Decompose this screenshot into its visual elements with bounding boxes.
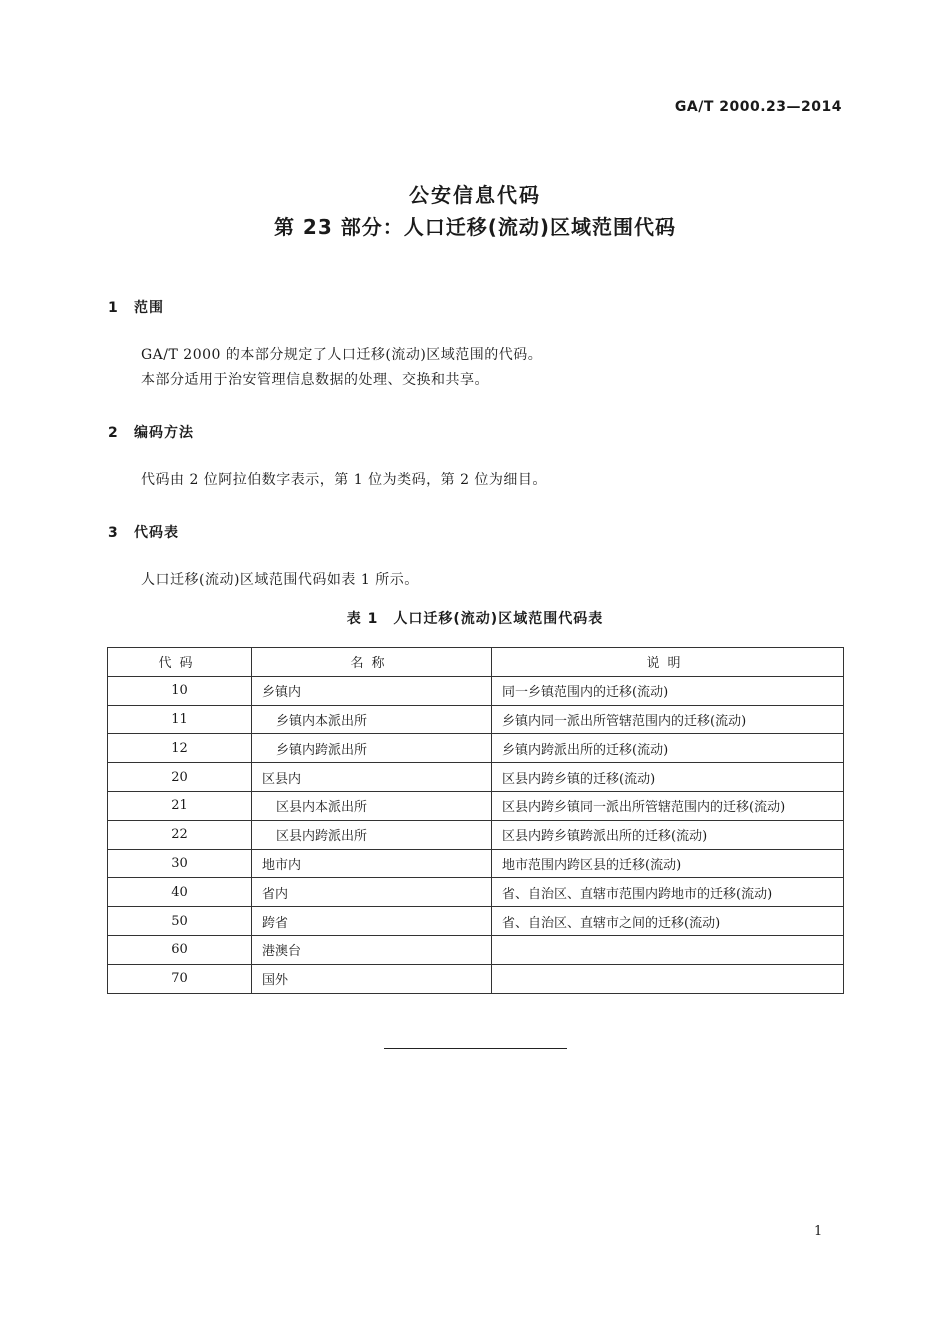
paragraph: GA/T 2000 的本部分规定了人口迁移(流动)区域范围的代码。 (141, 347, 543, 363)
code-cell: 20 (108, 763, 252, 792)
code-cell: 22 (108, 820, 252, 849)
name-cell: 乡镇内本派出所 (252, 705, 492, 734)
code-cell: 12 (108, 734, 252, 763)
name-cell: 跨省 (252, 907, 492, 936)
desc-cell: 省、自治区、直辖市范围内跨地市的迁移(流动) (492, 878, 844, 907)
name-cell: 国外 (252, 964, 492, 993)
paragraph: 本部分适用于治安管理信息数据的处理、交换和共享。 (141, 372, 489, 388)
table-row (108, 964, 844, 993)
column-header-name: 名称 (252, 648, 492, 677)
code-cell: 40 (108, 878, 252, 907)
title-line-2: 第 23 部分：人口迁移(流动)区域范围代码 (273, 215, 677, 239)
table-row (108, 676, 844, 705)
code-cell: 50 (108, 907, 252, 936)
name-cell: 区县内跨派出所 (252, 820, 492, 849)
table-row (108, 849, 844, 878)
desc-cell: 省、自治区、直辖市之间的迁移(流动) (492, 907, 844, 936)
name-cell: 乡镇内 (252, 676, 492, 705)
desc-cell: 区县内跨乡镇跨派出所的迁移(流动) (492, 820, 844, 849)
code-cell: 60 (108, 935, 252, 964)
desc-cell: 乡镇内跨派出所的迁移(流动) (492, 734, 844, 763)
name-cell: 区县内 (252, 763, 492, 792)
name-cell: 乡镇内跨派出所 (252, 734, 492, 763)
name-cell: 地市内 (252, 849, 492, 878)
section-title: 范围 (134, 300, 164, 316)
paragraph: 人口迁移(流动)区域范围代码如表 1 所示。 (141, 572, 419, 588)
title-line-1: 公安信息代码 (409, 183, 541, 207)
section-heading-encoding (108, 422, 194, 442)
section-number: 2 (108, 425, 119, 441)
table-header-row (108, 648, 844, 677)
column-header-desc: 说明 (492, 648, 844, 677)
end-rule (384, 1048, 567, 1049)
page-number: 1 (814, 1224, 823, 1239)
code-cell: 21 (108, 791, 252, 820)
table-row (108, 734, 844, 763)
desc-cell (492, 964, 844, 993)
table-caption: 表 1 人口迁移(流动)区域范围代码表 (346, 611, 604, 627)
code-cell: 30 (108, 849, 252, 878)
table-row (108, 763, 844, 792)
desc-cell: 区县内跨乡镇同一派出所管辖范围内的迁移(流动) (492, 791, 844, 820)
table-row (108, 878, 844, 907)
section-title: 编码方法 (134, 425, 194, 441)
name-cell: 省内 (252, 878, 492, 907)
table-row (108, 907, 844, 936)
column-header-code: 代码 (108, 648, 252, 677)
code-cell: 10 (108, 676, 252, 705)
section-number: 1 (108, 300, 119, 316)
code-cell: 70 (108, 964, 252, 993)
section-heading-scope (108, 297, 164, 317)
desc-cell: 地市范围内跨区县的迁移(流动) (492, 849, 844, 878)
desc-cell: 区县内跨乡镇的迁移(流动) (492, 763, 844, 792)
section-title: 代码表 (134, 525, 179, 541)
table-row (108, 791, 844, 820)
name-cell: 港澳台 (252, 935, 492, 964)
section-number: 3 (108, 525, 119, 541)
section-heading-code-table (108, 522, 179, 542)
name-cell: 区县内本派出所 (252, 791, 492, 820)
paragraph: 代码由 2 位阿拉伯数字表示，第 1 位为类码，第 2 位为细目。 (141, 472, 547, 488)
table-row (108, 820, 844, 849)
desc-cell (492, 935, 844, 964)
table-row (108, 935, 844, 964)
table-row (108, 705, 844, 734)
code-cell: 11 (108, 705, 252, 734)
code-table (107, 647, 844, 994)
standard-code: GA/T 2000.23—2014 (674, 99, 842, 115)
desc-cell: 同一乡镇范围内的迁移(流动) (492, 676, 844, 705)
document-title (0, 180, 950, 244)
desc-cell: 乡镇内同一派出所管辖范围内的迁移(流动) (492, 705, 844, 734)
